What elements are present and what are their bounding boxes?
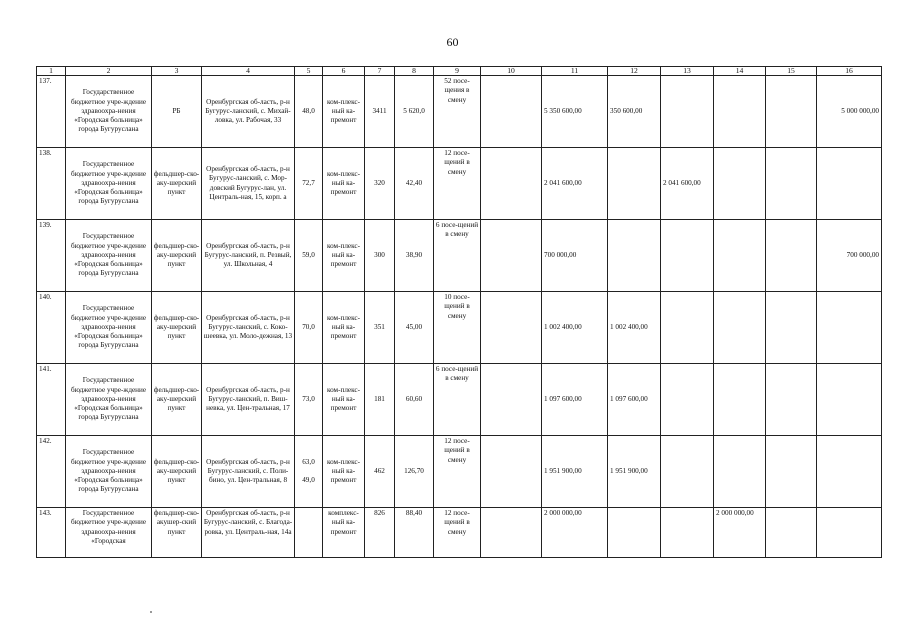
table-row [37,148,882,220]
column-number-row [37,67,882,76]
value-col-8: 38,90 [395,220,434,292]
total-amount: 1 951 900,00 [542,436,608,508]
amount-col-16 [817,292,882,364]
repair-type: ком-плекс-ный ка-премонт [323,436,365,508]
floor-area [295,508,323,558]
row-number: 141. [37,364,66,436]
page-number: 60 [446,35,459,49]
amount-col-13 [661,76,714,148]
amount-col-13 [661,508,714,558]
amount-col-12 [608,508,661,558]
scan-speck [150,611,152,613]
value-col-8: 88,40 [395,508,434,558]
column-number: 11 [542,67,608,76]
floor-area-secondary: 49,0 [302,476,315,484]
institution-name: Государственное бюджетное учре-ждение здравоохра-нения «Городская больница» города Бугуруслана [66,148,152,220]
total-amount: 1 002 400,00 [542,292,608,364]
amount-col-16: 5 000 000,00 [817,76,882,148]
institution-name: Государственное бюджетное учре-ждение здравоохра-нения «Городская больница» города Бугуруслана [66,292,152,364]
value-col-8: 5 620,0 [395,76,434,148]
amount-col-12: 1 951 900,00 [608,436,661,508]
value-col-7: 300 [365,220,395,292]
facility-type: фельдшер-ско-аку-шерский пункт [152,436,202,508]
total-amount: 5 350 600,00 [542,76,608,148]
facility-type: фельдшер-ско-аку-шерский пункт [152,292,202,364]
row-number: 138. [37,148,66,220]
table-row [37,76,882,148]
amount-col-14 [714,292,766,364]
value-col-7: 351 [365,292,395,364]
column-number: 3 [152,67,202,76]
facility-address: Оренбургская об-ласть, р-н Бугурус-ланский, п. Резвый, ул. Школьная, 4 [202,220,295,292]
amount-col-12 [608,148,661,220]
amount-col-16 [817,436,882,508]
amount-col-15 [766,76,817,148]
floor-area: 72,7 [295,148,323,220]
value-col-10 [481,76,542,148]
value-col-10 [481,220,542,292]
institution-name: Государственное бюджетное учре-ждение здравоохра-нения «Городская больница» города Бугуруслана [66,364,152,436]
institution-name: Государственное бюджетное учре-ждение здравоохра-нения «Городская больница» города Бугуруслана [66,436,152,508]
amount-col-14 [714,364,766,436]
column-number: 9 [434,67,481,76]
floor-area: 70,0 [295,292,323,364]
total-amount: 1 097 600,00 [542,364,608,436]
total-amount: 2 000 000,00 [542,508,608,558]
facility-address: Оренбургская об-ласть, р-н Бугурус-ланский, п. Виш-невка, ул. Цен-тральная, 17 [202,364,295,436]
column-number: 16 [817,67,882,76]
repair-type: ком-плекс-ный ка-премонт [323,148,365,220]
value-col-8: 60,60 [395,364,434,436]
amount-col-14: 2 000 000,00 [714,508,766,558]
column-number: 2 [66,67,152,76]
value-col-10 [481,436,542,508]
floor-area-primary: 63,0 [302,457,315,466]
value-col-7: 826 [365,508,395,558]
floor-area: 48,0 [295,76,323,148]
amount-col-16 [817,364,882,436]
facilities-table [36,66,882,558]
column-number: 13 [661,67,714,76]
facility-type: фельдшер-ско-аку-шерский пункт [152,148,202,220]
row-number: 142. [37,436,66,508]
value-col-8: 45,00 [395,292,434,364]
institution-name: Государственное бюджетное учре-ждение здравоохра-нения «Городская больница» города Бугуруслана [66,76,152,148]
value-col-8: 42,40 [395,148,434,220]
column-number: 15 [766,67,817,76]
facility-address: Оренбургская об-ласть, р-н Бугурус-ланский, с. Благода-ровка, ул. Централь-ная, 14а [202,508,295,558]
amount-col-13: 2 041 600,00 [661,148,714,220]
column-number: 14 [714,67,766,76]
value-col-8: 126,70 [395,436,434,508]
amount-col-13 [661,220,714,292]
facility-address: Оренбургская об-ласть, р-н Бугурус-ланский, с. Коко-шеевка, ул. Моло-дежная, 13 [202,292,295,364]
amount-col-15 [766,508,817,558]
amount-col-12: 350 600,00 [608,76,661,148]
row-number: 140. [37,292,66,364]
capacity: 6 посе-щений в смену [434,364,481,436]
total-amount: 2 041 600,00 [542,148,608,220]
facility-type: фельдшер-ско-аку-шерский пункт [152,220,202,292]
facility-type: фельдшер-ско-аку-шерский пункт [152,364,202,436]
capacity: 52 посе-щения в смену [434,76,481,148]
institution-name: Государственное бюджетное учре-ждение здравоохра-нения «Городская [66,508,152,558]
table-row [37,508,882,558]
column-number: 10 [481,67,542,76]
facility-address: Оренбургская об-ласть, р-н Бугурус-ланский, с. Поли-бино, ул. Цен-тральная, 8 [202,436,295,508]
row-number: 143. [37,508,66,558]
repair-type: ком-плекс-ный ка-премонт [323,76,365,148]
table-row [37,220,882,292]
amount-col-16 [817,508,882,558]
amount-col-13 [661,292,714,364]
column-number: 12 [608,67,661,76]
repair-type: ком-плекс-ный ка-премонт [323,220,365,292]
facility-type: фельдшер-ско-акушер-ский пункт [152,508,202,558]
amount-col-15 [766,436,817,508]
amount-col-16 [817,148,882,220]
repair-type: ком-плекс-ный ка-премонт [323,292,365,364]
amount-col-12: 1 097 600,00 [608,364,661,436]
capacity: 12 посе-щений в смену [434,436,481,508]
table-row [37,364,882,436]
amount-col-12: 1 002 400,00 [608,292,661,364]
column-number: 7 [365,67,395,76]
repair-type: комплекс-ный ка-премонт [323,508,365,558]
column-number: 5 [295,67,323,76]
value-col-7: 3411 [365,76,395,148]
column-number: 6 [323,67,365,76]
value-col-7: 320 [365,148,395,220]
floor-area: 59,0 [295,220,323,292]
amount-col-14 [714,220,766,292]
amount-col-13 [661,364,714,436]
capacity: 12 посе-щений в смену [434,508,481,558]
amount-col-14 [714,148,766,220]
facility-address: Оренбургская об-ласть, р-н Бугурус-ланский, с. Мор-довский Бугурус-лан, ул. Централь-ная, 15, корп. а [202,148,295,220]
table-row [37,436,882,508]
column-number: 4 [202,67,295,76]
row-number: 139. [37,220,66,292]
amount-col-15 [766,364,817,436]
facility-address: Оренбургская об-ласть, р-н Бугурус-ланский, с. Михай-ловка, ул. Рабочая, 33 [202,76,295,148]
amount-col-15 [766,292,817,364]
amount-col-12 [608,220,661,292]
value-col-7: 462 [365,436,395,508]
column-number: 1 [37,67,66,76]
value-col-10 [481,508,542,558]
capacity: 10 посе-щений в смену [434,292,481,364]
table-row [37,292,882,364]
floor-area [295,436,323,508]
amount-col-15 [766,148,817,220]
row-number: 137. [37,76,66,148]
repair-type: ком-плекс-ный ка-премонт [323,364,365,436]
column-number: 8 [395,67,434,76]
facility-type: РБ [152,76,202,148]
amount-col-16: 700 000,00 [817,220,882,292]
amount-col-14 [714,436,766,508]
value-col-10 [481,364,542,436]
value-col-10 [481,148,542,220]
capacity: 12 посе-щений в смену [434,148,481,220]
floor-area: 73,0 [295,364,323,436]
value-col-10 [481,292,542,364]
amount-col-15 [766,220,817,292]
capacity: 6 посе-щений в смену [434,220,481,292]
amount-col-14 [714,76,766,148]
institution-name: Государственное бюджетное учре-ждение здравоохра-нения «Городская больница» города Бугуруслана [66,220,152,292]
amount-col-13 [661,436,714,508]
total-amount: 700 000,00 [542,220,608,292]
value-col-7: 181 [365,364,395,436]
